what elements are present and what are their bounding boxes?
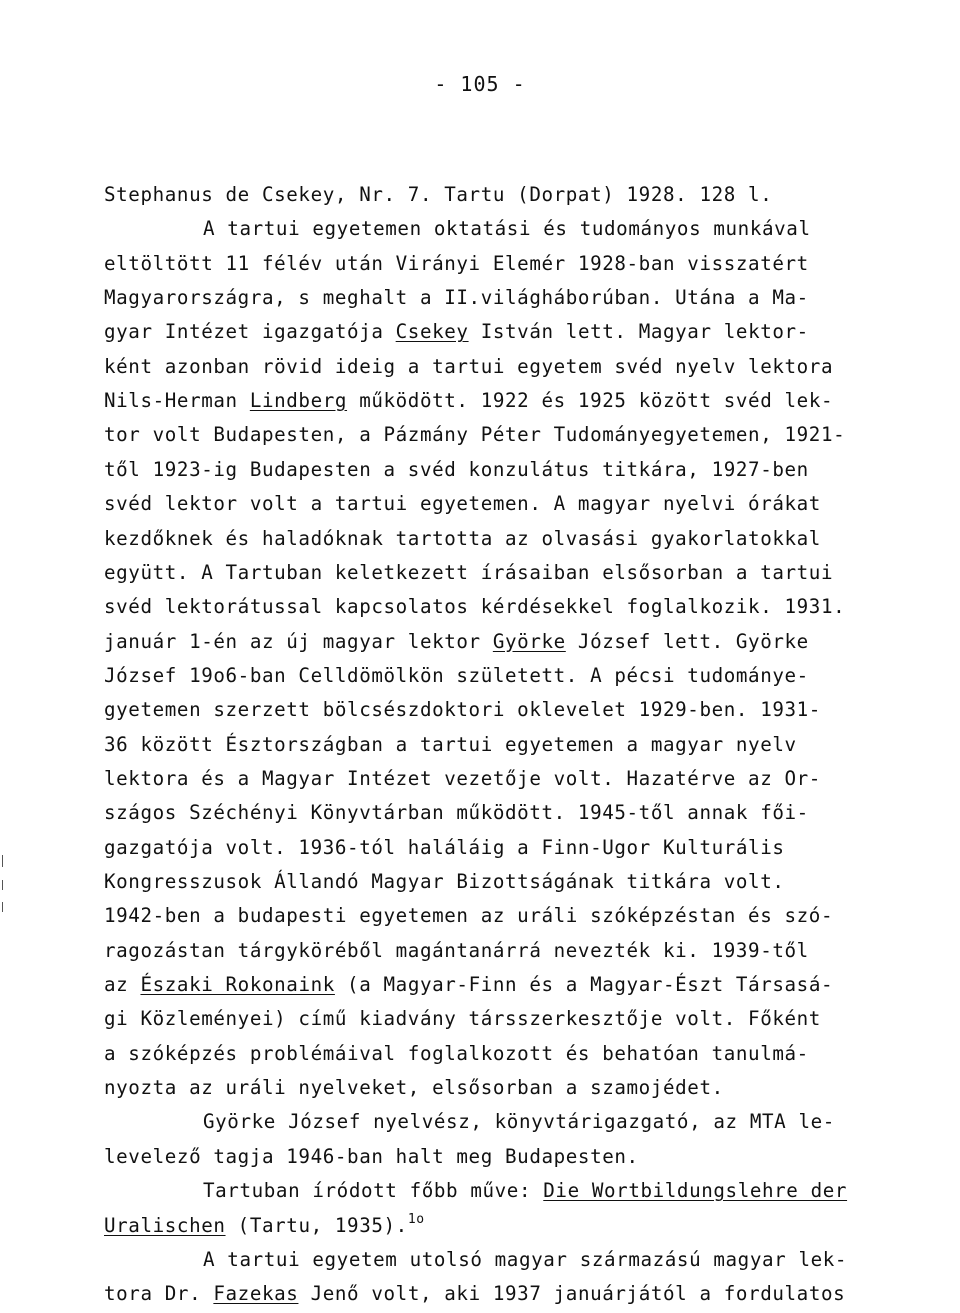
text-segment: István lett. Magyar lektor- — [468, 320, 809, 344]
text-segment: tor volt Budapesten, a Pázmány Péter Tudományegyetemen, 1921- — [104, 423, 846, 447]
text-segment: lektora és a Magyar Intézet vezetője volt. Hazatérve az Or- — [104, 766, 821, 790]
text-segment: levelező tagja 1946-ban halt meg Budapesten. — [104, 1144, 639, 1168]
text-line — [104, 453, 954, 487]
underlined-name: Lindberg — [249, 389, 348, 413]
text-line — [104, 350, 954, 384]
text-line — [104, 1071, 954, 1105]
margin-mark — [2, 855, 3, 867]
text-line — [104, 659, 954, 693]
text-line — [104, 1037, 954, 1071]
text-segment: gyar Intézet igazgatója — [104, 320, 396, 344]
text-line — [104, 831, 954, 865]
text-line — [104, 934, 954, 968]
text-line — [104, 728, 954, 762]
text-line — [104, 487, 954, 521]
text-segment: svéd lektor volt a tartui egyetemen. A magyar nyelvi órákat — [104, 492, 821, 516]
text-line — [104, 247, 954, 281]
text-line — [104, 1140, 954, 1174]
text-segment: A tartui egyetemen oktatási és tudományos munkával — [203, 217, 811, 241]
text-segment: (Tartu, 1935). — [225, 1213, 408, 1237]
text-segment: gazgatója volt. 1936-tól haláláig a Finn-Ugor Kulturális — [104, 835, 785, 859]
text-line — [104, 762, 954, 796]
text-segment: Kongresszusok Állandó Magyar Bizottságának titkára volt. — [104, 870, 785, 893]
text-segment: Tartuban íródott főbb műve: — [203, 1179, 544, 1203]
text-segment: Györke József nyelvész, könyvtárigazgató, az MTA le- — [203, 1110, 835, 1134]
underlined-name: Die Wortbildungslehre der — [543, 1179, 848, 1203]
underlined-name: Északi Rokonaink — [140, 973, 335, 997]
text-segment: ragozástan tárgyköréből magántanárrá nevezték ki. 1939-től — [104, 938, 809, 962]
text-line — [104, 1277, 954, 1311]
text-segment: svéd lektorátussal kapcsolatos kérdésekkel foglalkozik. 1931. — [104, 595, 846, 619]
text-segment: január 1-én az új magyar lektor — [104, 629, 493, 653]
text-segment: József 19o6-ban Celldömölkön született. A pécsi tudománye- — [104, 663, 809, 687]
text-line — [104, 590, 954, 624]
text-line — [104, 384, 954, 418]
text-segment: től 1923-ig Budapesten a svéd konzulátus titkára, 1927-ben — [104, 457, 809, 481]
text-line — [104, 1002, 954, 1036]
underlined-name: Györke — [492, 629, 566, 653]
text-segment: az — [104, 973, 141, 997]
text-segment: működött. 1922 és 1925 között svéd lek- — [347, 389, 834, 413]
underlined-name: Csekey — [395, 320, 469, 344]
underlined-name: Fazekas — [213, 1282, 299, 1306]
text-segment: Stephanus de Csekey, Nr. 7. Tartu (Dorpat) 1928. 128 l. — [104, 183, 773, 206]
text-segment: ként azonban rövid ideig a tartui egyetem svéd nyelv lektora — [104, 354, 834, 378]
text-segment: József lett. Györke — [565, 629, 809, 653]
text-line — [104, 556, 954, 590]
text-line — [104, 418, 954, 452]
text-segment: (a Magyar-Finn és a Magyar-Észt Társasá- — [334, 973, 834, 997]
text-segment: kezdőknek és haladóknak tartotta az olvasási gyakorlatokkal — [104, 526, 821, 550]
text-line — [104, 315, 954, 349]
page-number: - 105 - — [434, 72, 526, 96]
text-segment: együtt. A Tartuban keletkezett írásaiban elsősorban a tartui — [104, 560, 834, 584]
text-segment: gi Közleményei) című kiadvány társszerkesztője volt. Főként — [104, 1007, 821, 1031]
text-segment: Magyarországra, s meghalt a II.világháborúban. Utána a Ma- — [104, 286, 809, 310]
text-line — [203, 1174, 960, 1208]
text-line — [104, 1209, 954, 1243]
text-segment: tora Dr. — [104, 1282, 214, 1306]
text-line — [203, 1105, 960, 1139]
text-line — [104, 865, 954, 899]
text-line — [104, 968, 954, 1002]
text-line — [104, 522, 954, 556]
text-line — [203, 1243, 960, 1277]
text-segment: A tartui egyetem utolsó magyar származású magyar lek- — [203, 1247, 848, 1271]
text-segment: Jenő volt, aki 1937 januárjától a fordulatos — [298, 1282, 846, 1306]
margin-mark — [2, 902, 3, 912]
margin-mark — [2, 880, 3, 890]
underlined-name: Uralischen — [104, 1213, 226, 1237]
text-segment: Nils-Herman — [104, 389, 250, 413]
text-segment: 1942-ben a budapesti egyetemen az uráli szóképzéstan és szó- — [104, 904, 834, 928]
text-segment: 36 között Észtországban a tartui egyetemen a magyar nyelv — [104, 732, 797, 756]
text-segment: gyetemen szerzett bölcsészdoktori oklevelet 1929-ben. 1931- — [104, 698, 821, 722]
footnote-marker: 1o — [407, 1211, 425, 1227]
text-line — [104, 281, 954, 315]
text-segment: nyozta az uráli nyelveket, elsősorban a szamojédet. — [104, 1076, 724, 1100]
text-segment: eltöltött 11 félév után Virányi Elemér 1928-ban visszatért — [104, 251, 809, 275]
text-line — [104, 796, 954, 830]
text-line — [104, 899, 954, 933]
text-line — [104, 625, 954, 659]
text-line — [104, 178, 954, 212]
text-line — [104, 693, 954, 727]
text-segment: a szóképzés problémáival foglalkozott és behatóan tanulmá- — [104, 1041, 809, 1065]
text-segment: szágos Széchényi Könyvtárban működött. 1945-től annak fői- — [104, 801, 809, 825]
text-line — [203, 212, 960, 246]
